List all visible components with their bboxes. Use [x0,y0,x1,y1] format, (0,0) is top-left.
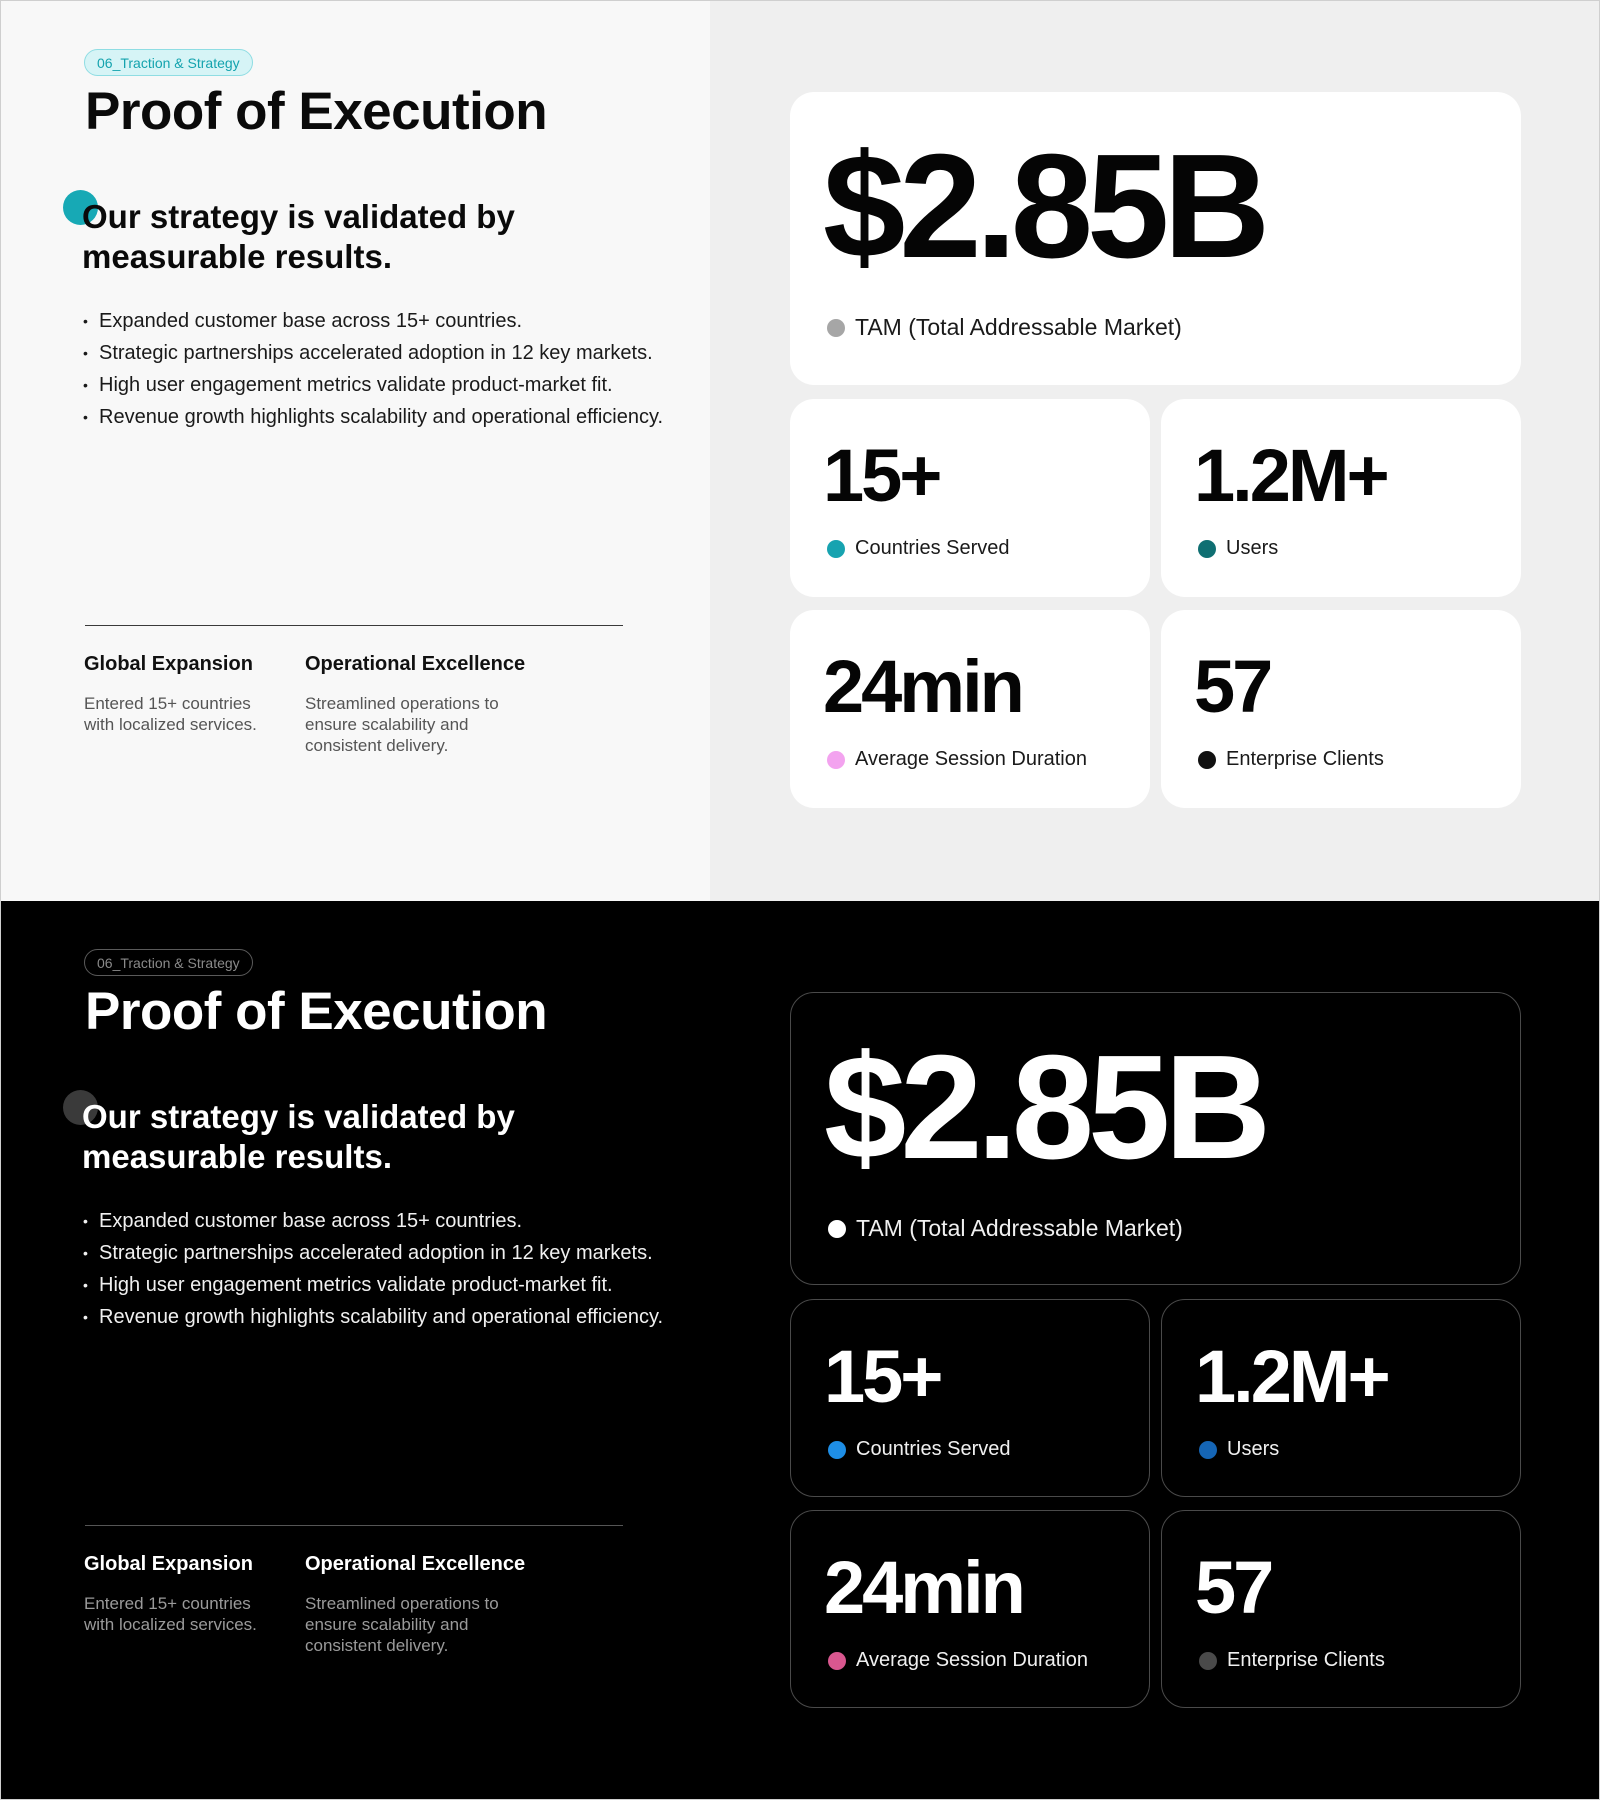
slide-subtitle: Our strategy is validated by measurable results. [82,198,515,275]
metric-label: Countries Served [856,1438,1011,1460]
metric-value: 57 [1195,1546,1272,1629]
metric-label: Users [1226,537,1279,559]
divider [85,1525,623,1526]
bullet-item: • High user engagement metrics validate product-market fit. [83,1269,663,1301]
slide-title: Proof of Execution [85,82,548,141]
metric-value: 1.2M+ [1194,434,1387,517]
slide-title: Proof of Execution [85,982,548,1041]
slide-dark [1,901,1599,1800]
feature-operational-excellence [305,1549,525,1656]
metric-label: Enterprise Clients [1227,1649,1385,1671]
metric-label: Average Session Duration [855,748,1087,770]
metric-label: Countries Served [855,537,1010,559]
bullet-item: • Expanded customer base across 15+ countries. [83,305,663,337]
metric-label-row [1198,537,1278,560]
feature-title: Global Expansion [84,1553,253,1575]
bullet-item: • High user engagement metrics validate product-market fit. [83,369,663,401]
feature-global-expansion [84,1549,284,1635]
metric-label-row [1199,1438,1279,1461]
feature-text: Entered 15+ countries with localized services. [84,1594,257,1634]
tam-label-row [828,1215,1183,1242]
feature-text: Streamlined operations to ensure scalability and consistent delivery. [305,1594,499,1655]
metric-card-users [1161,1299,1521,1497]
metric-label: Users [1227,1438,1280,1460]
dot-icon [827,751,845,769]
metric-card-enterprise-clients [1161,610,1521,808]
dot-icon [828,1652,846,1670]
tam-value: $2.85B [823,124,1265,289]
metric-label-row [827,748,1087,771]
dot-icon [827,540,845,558]
metric-card-session-duration [790,610,1150,808]
metric-card-session-duration [790,1510,1150,1708]
bullet-item: • Strategic partnerships accelerated adoption in 12 key markets. [83,337,663,369]
bullet-item: • Expanded customer base across 15+ countries. [83,1205,663,1237]
metric-value: 24min [823,645,1022,728]
metric-label-row [1198,748,1384,771]
metric-label-row [827,537,1010,560]
dot-icon [827,319,845,337]
feature-title: Operational Excellence [305,653,526,675]
tam-card [790,92,1521,385]
metric-value: 1.2M+ [1195,1335,1388,1418]
feature-global-expansion [84,649,284,735]
metric-value: 15+ [823,434,940,517]
metric-card-countries [790,399,1150,597]
section-tag: 06_Traction & Strategy [84,949,253,976]
metric-label-row [1199,1649,1385,1672]
bullet-item: • Revenue growth highlights scalability and operational efficiency. [83,401,663,433]
bullet-list [83,305,663,433]
dot-icon [1198,540,1216,558]
dot-icon [1199,1652,1217,1670]
bullet-list [83,1205,663,1333]
dot-icon [828,1220,846,1238]
feature-title: Global Expansion [84,653,253,675]
divider [85,625,623,626]
metric-label-row [828,1649,1088,1672]
metric-value: 24min [824,1546,1023,1629]
metric-card-enterprise-clients [1161,1510,1521,1708]
dot-icon [828,1441,846,1459]
metric-label: Enterprise Clients [1226,748,1384,770]
slide-subtitle: Our strategy is validated by measurable results. [82,1098,515,1175]
feature-text: Streamlined operations to ensure scalability and consistent delivery. [305,694,499,755]
feature-text: Entered 15+ countries with localized services. [84,694,257,734]
tam-label: TAM (Total Addressable Market) [856,1215,1183,1241]
tam-value: $2.85B [824,1025,1266,1190]
metric-label: Average Session Duration [856,1649,1088,1671]
metric-label-row [828,1438,1011,1461]
tam-label: TAM (Total Addressable Market) [855,314,1182,340]
metric-value: 15+ [824,1335,941,1418]
metric-value: 57 [1194,645,1271,728]
metric-card-countries [790,1299,1150,1497]
dot-icon [1199,1441,1217,1459]
feature-operational-excellence [305,649,525,756]
section-tag: 06_Traction & Strategy [84,49,253,76]
dot-icon [1198,751,1216,769]
bullet-item: • Strategic partnerships accelerated adoption in 12 key markets. [83,1237,663,1269]
metric-card-users [1161,399,1521,597]
bullet-item: • Revenue growth highlights scalability and operational efficiency. [83,1301,663,1333]
slide-light [1,1,1599,901]
tam-card [790,992,1521,1285]
feature-title: Operational Excellence [305,1553,526,1575]
tam-label-row [827,314,1182,341]
